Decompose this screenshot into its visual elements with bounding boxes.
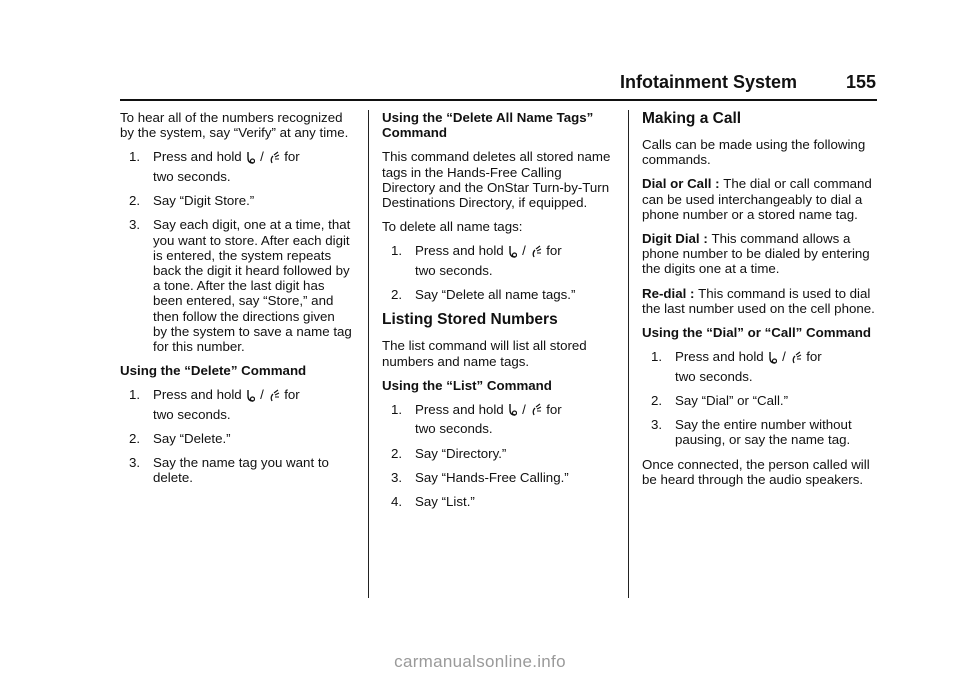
phone-icon <box>246 389 255 403</box>
page-header <box>620 72 876 94</box>
list-item: 4. Say “List.” <box>391 494 475 510</box>
list-item: 2. Say “Digit Store.” <box>129 193 255 209</box>
steps-list <box>642 349 876 447</box>
paragraph: To hear all of the numbers recognized by the system, say “Verify” at any time. <box>120 110 349 141</box>
definition: Dial or Call : The dial or call command can be used interchangeably to dial a phone number or a stored name tag. <box>642 176 872 222</box>
list-item: 3. Say each digit, one at a time, that you want to store. After each digit is entered, the system repeats back the digit it heard followed by a tone. After the last digit has been entered, say “Store,” and then follow the directions given by the system to save a name tag for this number. <box>129 217 352 354</box>
column-2 <box>382 110 614 518</box>
list-item: 2. Say “Dial” or “Call.” <box>651 392 789 408</box>
steps-list <box>120 387 352 485</box>
paragraph: Once connected, the person called will be heard through the audio speakers. <box>642 456 870 487</box>
phone-icon <box>246 151 255 165</box>
paragraph: Calls can be made using the following commands. <box>642 137 866 168</box>
definition: Digit Dial : This command allows a phone number to be dialed by entering the digits one at a time. <box>642 231 870 277</box>
column-divider <box>368 110 369 598</box>
steps-list <box>382 402 614 509</box>
list-item: 1. Press and hold / for two seconds. <box>391 243 562 278</box>
section-heading: Listing Stored Numbers <box>382 311 558 329</box>
paragraph: To delete all name tags: <box>382 219 523 235</box>
list-item: 2. Say “Directory.” <box>391 445 507 461</box>
column-divider <box>628 110 629 598</box>
voice-icon <box>531 403 542 417</box>
list-item: 2. Say “Delete all name tags.” <box>391 287 576 303</box>
steps-list <box>382 243 614 302</box>
term: Re-dial : <box>642 285 699 301</box>
column-1 <box>120 110 352 495</box>
section-title: Infotainment System <box>620 72 798 92</box>
list-item: 2. Say “Delete.” <box>129 431 231 447</box>
list-item: 1. Press and hold / for two seconds. <box>129 149 300 184</box>
watermark: carmanualsonline.info <box>394 652 566 671</box>
list-item: 3. Say the entire number without pausing, or say the name tag. <box>651 417 852 448</box>
list-item: 3. Say “Hands-Free Calling.” <box>391 469 569 485</box>
list-item: 1. Press and hold / for two seconds. <box>391 401 562 437</box>
page-number: 155 <box>845 72 876 92</box>
subheading: Using the “Dial” or “Call” Command <box>642 325 872 341</box>
steps-list <box>120 149 352 354</box>
definition: Re-dial : This command is used to dial the last number used on the cell phone. <box>642 285 875 316</box>
column-3 <box>642 110 876 496</box>
subheading: Using the “Delete” Command <box>120 363 307 379</box>
list-item: 1. Press and hold / for two seconds. <box>651 349 822 384</box>
voice-icon <box>791 351 802 365</box>
voice-icon <box>531 245 542 259</box>
paragraph: The list command will list all stored numbers and name tags. <box>382 338 587 369</box>
list-item: 3. Say the name tag you want to delete. <box>129 455 329 486</box>
phone-icon <box>508 403 517 417</box>
term: Digit Dial : <box>642 231 712 247</box>
term: Dial or Call : <box>642 176 724 192</box>
subheading: Using the “List” Command <box>382 377 552 393</box>
phone-icon <box>508 245 517 259</box>
paragraph: This command deletes all stored name tags in the Hands-Free Calling Directory and the OnStar Turn-by-Turn Destinations Directory, if equipped. <box>382 149 611 211</box>
voice-icon <box>269 151 280 165</box>
subheading: Using the “Delete All Name Tags” Command <box>382 110 594 141</box>
voice-icon <box>269 389 280 403</box>
section-heading: Making a Call <box>642 110 742 127</box>
list-item: 1. Press and hold / for two seconds. <box>129 387 300 422</box>
phone-icon <box>768 351 777 365</box>
header-rule <box>120 99 877 101</box>
